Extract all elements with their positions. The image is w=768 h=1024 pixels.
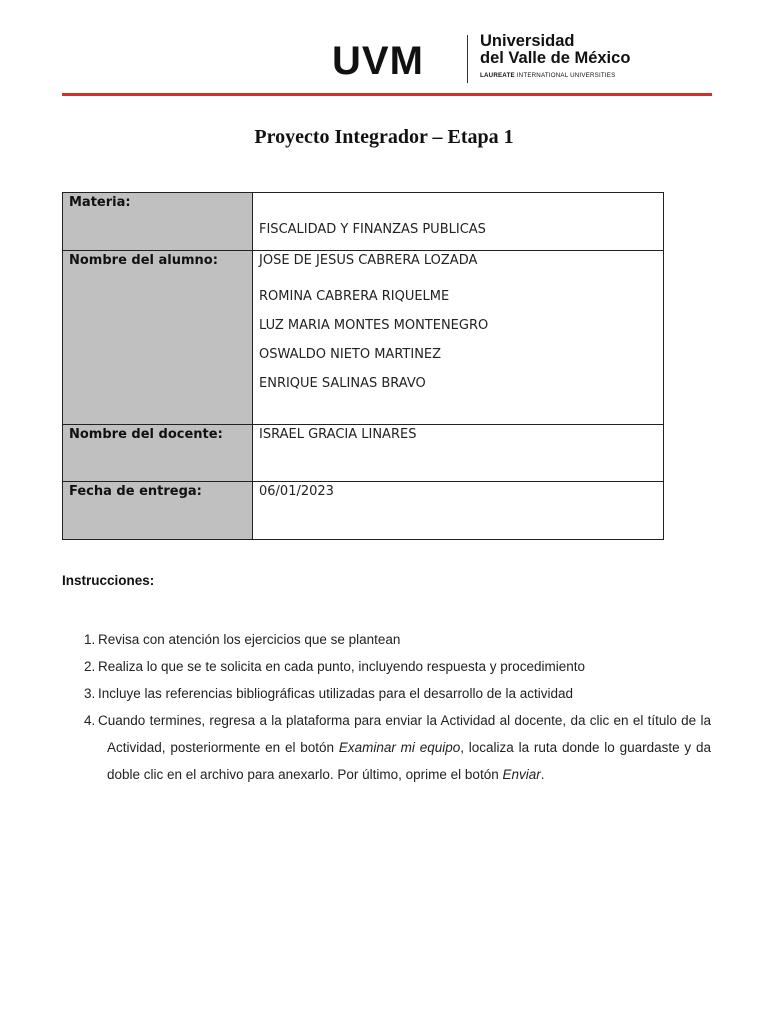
step-emphasis: Enviar <box>502 767 541 782</box>
student-name: OSWALDO NIETO MARTINEZ <box>259 347 442 362</box>
step-number: 4. <box>84 713 96 728</box>
table-row-docente <box>63 425 664 482</box>
info-table <box>62 192 664 540</box>
logo-laureate-bold: LAUREATE <box>480 72 515 79</box>
materia-value: FISCALIDAD Y FINANZAS PUBLICAS <box>259 222 486 237</box>
logo-laureate-rest: INTERNATIONAL UNIVERSITIES <box>514 72 616 79</box>
materia-cell <box>253 193 664 251</box>
alumno-label: Nombre del alumno: <box>63 251 253 425</box>
document-title: Proyecto Integrador – Etapa 1 <box>254 126 514 148</box>
list-item <box>84 680 711 707</box>
fecha-label: Fecha de entrega: <box>63 482 253 540</box>
logo-text <box>480 33 630 81</box>
table-row-fecha <box>63 482 664 540</box>
list-item <box>84 707 711 788</box>
step-emphasis: Examinar mi equipo <box>338 740 461 755</box>
step-text: Incluye las referencias bibliográficas utilizadas para el desarrollo de la actividad <box>98 686 574 701</box>
step-number: 1. <box>84 632 96 647</box>
fecha-value: 06/01/2023 <box>253 482 664 540</box>
step-text: , localiza la ruta donde lo guardaste y da doble clic en el archivo para anexarlo. Por último, oprime el botón <box>107 740 711 782</box>
table-row-materia <box>63 193 664 251</box>
list-item <box>84 653 711 680</box>
university-logo <box>332 33 632 89</box>
student-name: LUZ MARIA MONTES MONTENEGRO <box>259 318 489 333</box>
instructions-list <box>84 626 711 788</box>
instructions-heading: Instrucciones: <box>62 573 155 588</box>
logo-separator <box>467 35 468 83</box>
step-text: Realiza lo que se te solicita en cada punto, incluyendo respuesta y procedimiento <box>98 659 586 674</box>
step-number: 3. <box>84 686 96 701</box>
logo-laureate-line <box>480 71 630 81</box>
step-text: . <box>540 767 545 782</box>
logo-university-name-line2: del Valle de México <box>480 49 631 67</box>
step-text: Revisa con atención los ejercicios que se plantean <box>98 632 401 647</box>
student-name: ROMINA CABRERA RIQUELME <box>259 289 450 304</box>
materia-label: Materia: <box>63 193 253 251</box>
list-item <box>84 626 711 653</box>
docente-label: Nombre del docente: <box>63 425 253 482</box>
step-number: 2. <box>84 659 96 674</box>
docente-value: ISRAEL GRACIA LINARES <box>253 425 664 482</box>
logo-university-name-line1: Universidad <box>480 32 575 50</box>
student-name: ENRIQUE SALINAS BRAVO <box>259 376 426 391</box>
header-divider <box>62 93 712 96</box>
logo-mark: UVM <box>332 39 424 83</box>
alumnos-cell <box>253 251 664 425</box>
student-name: JOSE DE JESUS CABRERA LOZADA <box>259 253 478 268</box>
table-row-alumno <box>63 251 664 425</box>
step-text: Cuando termines, regresa a la plataforma para enviar la Actividad al docente, da clic en el título de la Actividad, posteriormente en el botón <box>98 713 711 755</box>
